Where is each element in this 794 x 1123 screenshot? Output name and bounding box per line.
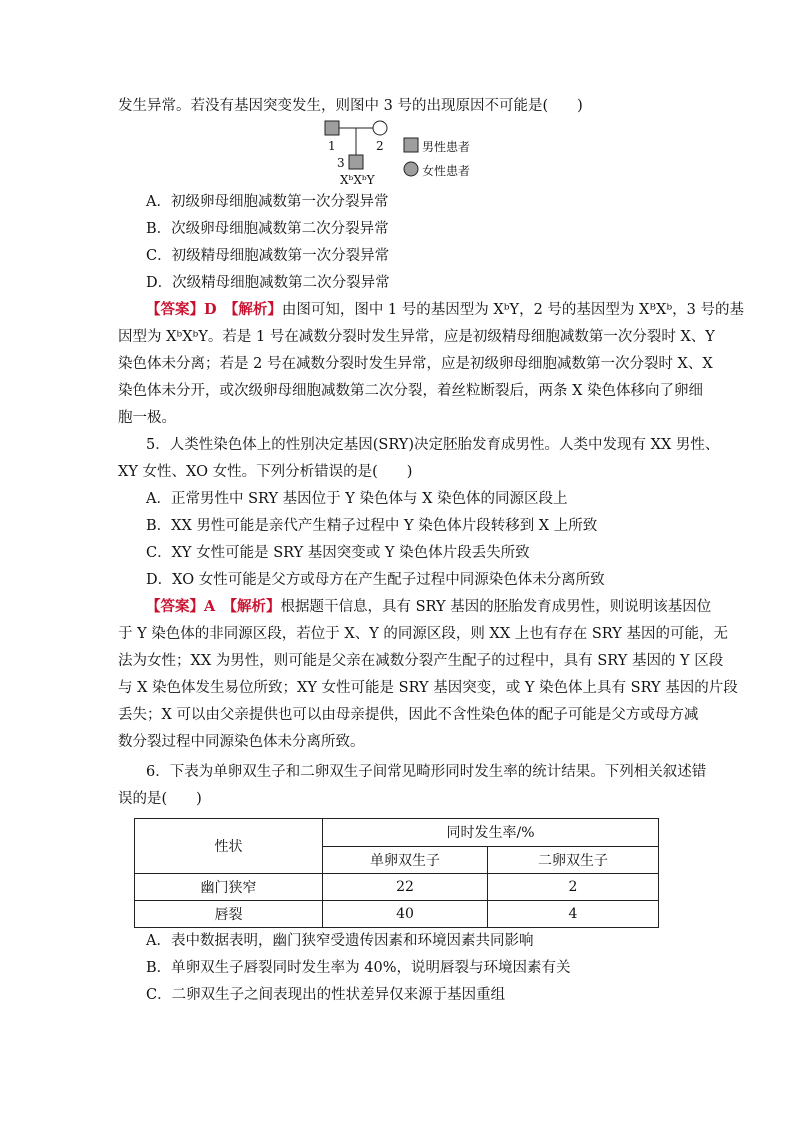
- q5-option-c: C．XY 女性可能是 SRY 基因突变或 Y 染色体片段丢失所致: [146, 545, 530, 561]
- q6-stem-0: 6．下表为单卵双生子和二卵双生子间常见畸形同时发生率的统计结果。下列相关叙述错: [146, 764, 707, 780]
- q4-option-d: D．次级精母细胞减数第二次分裂异常: [146, 275, 390, 291]
- q6-option-c: C．二卵双生子之间表现出的性状差异仅来源于基因重组: [146, 987, 506, 1003]
- pedigree-diagram: [318, 118, 498, 190]
- table-row: [135, 901, 659, 928]
- male-patient-3: [349, 155, 363, 169]
- q4-analysis-1: 因型为 XᵇXᵇY。若是 1 号在减数分裂时发生异常，应是初级精母细胞减数第一次分裂时 X、Y: [118, 329, 715, 345]
- table-header-trait: 性状: [135, 819, 323, 874]
- q6-option-b: B．单卵双生子唇裂同时发生率为 40%，说明唇裂与环境因素有关: [146, 960, 571, 976]
- table-cell-mono: 40: [323, 901, 488, 928]
- q6-option-a: A．表中数据表明，幽门狭窄受遗传因素和环境因素共同影响: [146, 933, 534, 949]
- table-cell-mono: 22: [323, 874, 488, 901]
- q5-analysis-2: 法为女性；XX 为男性，则可能是父亲在减数分裂产生配子的过程中，具有 SRY 基因的 Y 区段: [118, 653, 724, 669]
- pedigree-label-1: 1: [328, 139, 336, 153]
- q6-stem-1: 误的是( ): [118, 791, 202, 807]
- table-header-di: 二卵双生子: [488, 846, 659, 874]
- pedigree-label-2: 2: [376, 139, 384, 153]
- table-cell-di: 2: [488, 874, 659, 901]
- q5-analysis-0: 根据题干信息，具有 SRY 基因的胚胎发育成男性，则说明该基因位: [280, 599, 712, 615]
- q4-analysis-4: 胞一极。: [118, 410, 176, 426]
- q5-stem-1: XY 女性、XO 女性。下列分析错误的是( ): [118, 464, 413, 480]
- q5-analysis-1: 于 Y 染色体的非同源区段，若位于 X、Y 的同源区段，则 XX 上也有存在 SRY 基因的可能，无: [118, 626, 728, 642]
- q5-answer-tag: 【答案】A: [146, 598, 216, 615]
- q5-answer-line: [146, 598, 711, 616]
- q4-answer-line: [146, 301, 744, 319]
- male-patient-1: [325, 121, 339, 135]
- female-2: [373, 121, 387, 135]
- q4-analysis-2: 染色体未分离；若是 2 号在减数分裂时发生异常，应是初级卵母细胞减数第一次分裂时 X、X: [118, 356, 713, 372]
- legend-male-icon: [404, 138, 418, 152]
- q4-analysis-0: 由图可知，图中 1 号的基因型为 XᵇY，2 号的基因型为 XᴮXᵇ，3 号的基: [281, 302, 745, 318]
- q4-analysis-3: 染色体未分开，或次级卵母细胞减数第二次分裂，着丝粒断裂后，两条 X 染色体移向了卵细: [118, 383, 704, 399]
- q4-option-b: B．次级卵母细胞减数第二次分裂异常: [146, 221, 389, 237]
- table-header-rate: 同时发生率/%: [323, 819, 659, 847]
- q4-option-a: A．初级卵母细胞减数第一次分裂异常: [146, 194, 389, 210]
- q5-analysis-5: 数分裂过程中同源染色体未分离所致。: [118, 734, 365, 750]
- table-row: [135, 874, 659, 901]
- q6-table: [134, 818, 659, 928]
- legend-female-label: 女性患者: [422, 164, 471, 178]
- q4-analysis-tag: 【解析】: [231, 301, 282, 318]
- table-cell-trait: 幽门狭窄: [135, 874, 323, 901]
- pedigree-genotype-3: XᵇXᵇY: [340, 173, 375, 187]
- q5-analysis-4: 丢失；X 可以由父亲提供也可以由母亲提供，因此不含性染色体的配子可能是父方或母方减: [118, 707, 699, 723]
- q4-option-c: C．初级精母细胞减数第一次分裂异常: [146, 248, 390, 264]
- q5-option-a: A．正常男性中 SRY 基因位于 Y 染色体与 X 染色体的同源区段上: [146, 491, 568, 507]
- q5-analysis-tag: 【解析】: [229, 598, 281, 615]
- q4-stem: 发生异常。若没有基因突变发生，则图中 3 号的出现原因不可能是( ): [118, 98, 583, 114]
- q5-option-b: B．XX 男性可能是亲代产生精子过程中 Y 染色体片段转移到 X 上所致: [146, 518, 598, 534]
- q5-stem-0: 5．人类性染色体上的性别决定基因(SRY)决定胚胎发育成男性。人类中发现有 XX 男性、: [146, 437, 720, 453]
- table-cell-di: 4: [488, 901, 659, 928]
- q5-analysis-3: 与 X 染色体发生易位所致；XY 女性可能是 SRY 基因突变，或 Y 染色体上具有 SRY 基因的片段: [118, 680, 738, 696]
- table-cell-trait: 唇裂: [135, 901, 323, 928]
- pedigree-label-3: 3: [337, 156, 345, 170]
- legend-female-icon: [404, 162, 418, 176]
- table-header-mono: 单卵双生子: [323, 846, 488, 874]
- q4-answer-tag: 【答案】D: [146, 301, 217, 318]
- q5-option-d: D．XO 女性可能是父方或母方在产生配子过程中同源染色体未分离所致: [146, 572, 605, 588]
- legend-male-label: 男性患者: [422, 140, 471, 154]
